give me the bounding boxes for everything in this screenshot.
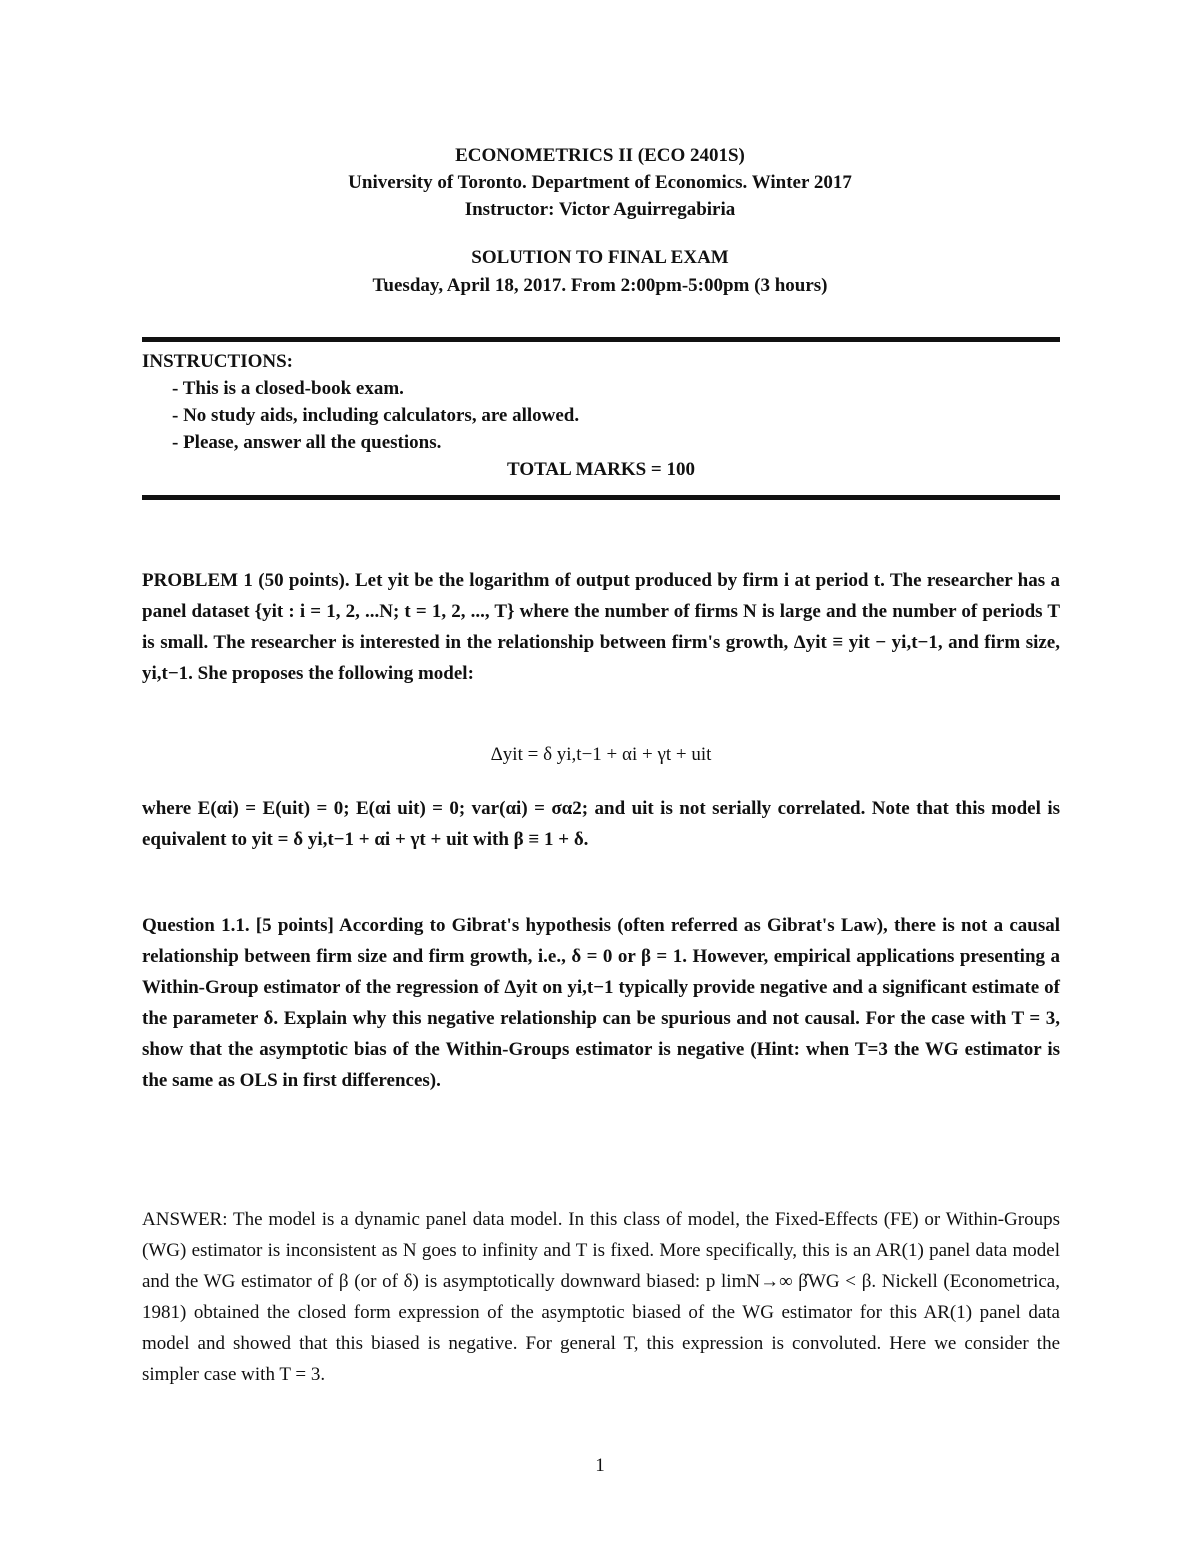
instruction-item: - No study aids, including calculators, are allowed. bbox=[172, 405, 580, 426]
answer-paragraph: ANSWER: The model is a dynamic panel data model. In this class of model, the Fixed-Effects (FE) or Within-Groups (WG) estimator is inconsistent as N goes to infinity and T is fixed. More specifically, this is an AR(1) panel data model and the WG estimator of β (or of δ) is asymptotically downward biased: p limN→∞ β̂WG < β. Nickell (Econometrica, 1981) obtained the closed form expression of the asymptotic biased of the WG estimator for this AR(1) panel data model and showed that this biased is negative. For general T, this expression is convoluted. Here we consider the simpler case with T = 3. bbox=[142, 1209, 1060, 1385]
model-equation: Δyit = δ yi,t−1 + αi + γt + uit bbox=[490, 744, 712, 765]
university-line: University of Toronto. Department of Economics. Winter 2017 bbox=[348, 172, 852, 193]
exam-date: Tuesday, April 18, 2017. From 2:00pm-5:00pm (3 hours) bbox=[372, 275, 828, 296]
instructions-heading: INSTRUCTIONS: bbox=[142, 351, 293, 372]
instructor-line: Instructor: Victor Aguirregabiria bbox=[464, 199, 736, 220]
top-rule bbox=[142, 337, 1060, 342]
instructions-box bbox=[142, 348, 1060, 483]
instruction-item: - Please, answer all the questions. bbox=[172, 432, 442, 453]
problem-1-assumptions: where E(αi) = E(uit) = 0; E(αi uit) = 0; var(αi) = σα2; and uit is not serially correlated. Note that this model is equivalent to yit = δ yi,t−1 + αi + γt + uit with β ≡ 1 + δ. bbox=[142, 798, 1060, 850]
problem-1-statement: PROBLEM 1 (50 points). Let yit be the logarithm of output produced by firm i at period t. The researcher has a panel dataset {yit : i = 1, 2, ...N; t = 1, 2, ..., T} where the number of firms N is large and the number of periods T is small. The researcher is interested in the relationship between firm's growth, Δyit ≡ yit − yi,t−1, and firm size, yi,t−1. She proposes the following model: bbox=[142, 570, 1060, 684]
bottom-rule bbox=[142, 495, 1060, 500]
total-marks: TOTAL MARKS = 100 bbox=[506, 459, 695, 480]
page-number: 1 bbox=[595, 1455, 605, 1476]
exam-title: SOLUTION TO FINAL EXAM bbox=[471, 247, 729, 268]
question-1-1: Question 1.1. [5 points] According to Gibrat's hypothesis (often referred as Gibrat's Law), there is not a causal relationship between firm size and firm growth, i.e., δ = 0 or β = 1. However, empirical applications presenting a Within-Group estimator of the regression of Δyit on yi,t−1 typically provide negative and a significant estimate of the parameter δ. Explain why this negative relationship can be spurious and not causal. For the case with T = 3, show that the asymptotic bias of the Within-Groups estimator is negative (Hint: when T=3 the WG estimator is the same as OLS in first differences). bbox=[142, 915, 1060, 1091]
instruction-item: - This is a closed-book exam. bbox=[172, 378, 404, 399]
course-title: ECONOMETRICS II (ECO 2401S) bbox=[455, 145, 745, 166]
